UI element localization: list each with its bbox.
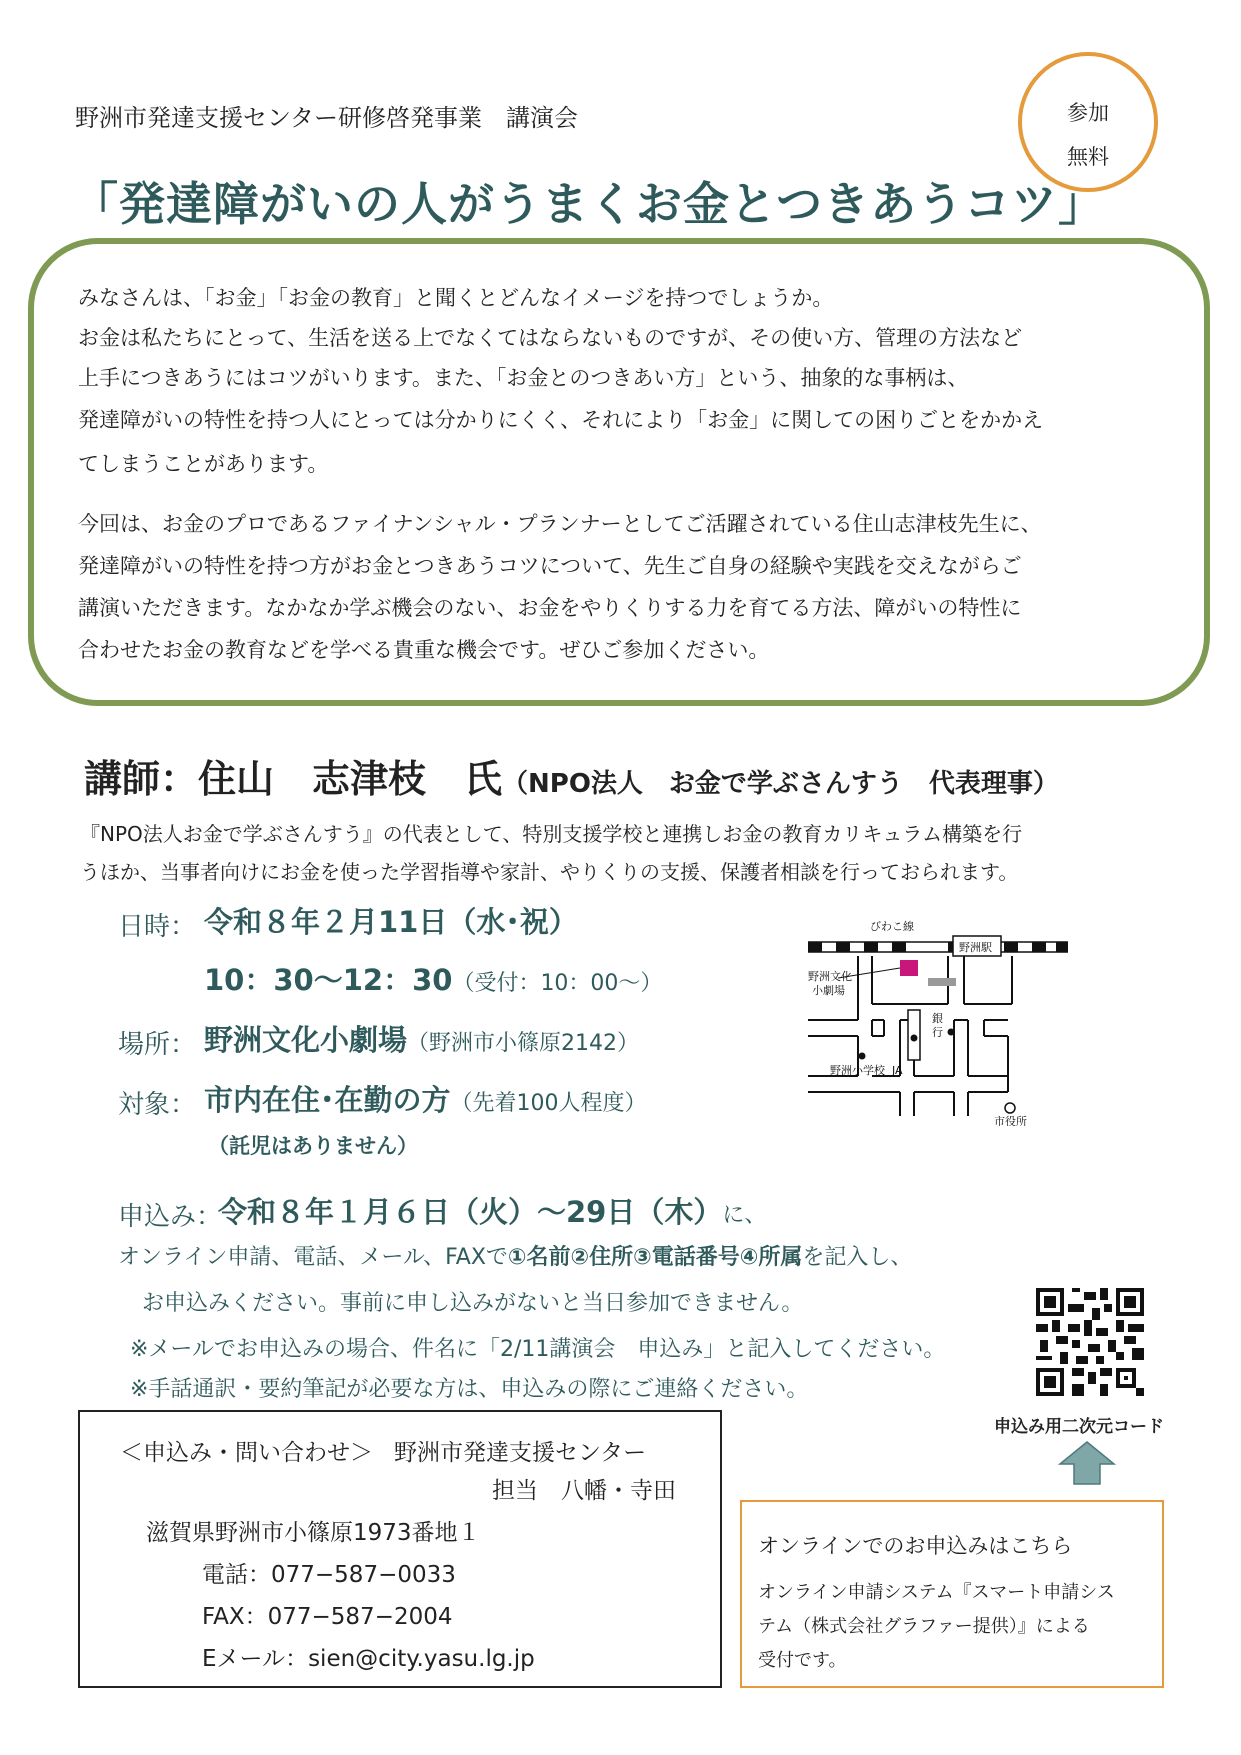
intro-line: てしまうことがあります。 xyxy=(78,452,329,476)
intro-line: お金は私たちにとって、生活を送る上でなくてはならないものですが、その使い方、管理の方法など xyxy=(78,326,1023,350)
speaker-heading xyxy=(84,748,1059,803)
speaker-bio-line: うほか、当事者向けにお金を使った学習指導や家計、やりくりの支援、保護者相談を行っておられます。 xyxy=(80,860,1019,884)
apply-row xyxy=(218,1190,766,1231)
venue-label-1: 野洲文化 xyxy=(808,970,852,983)
badge-free: 無料 xyxy=(1067,145,1109,169)
apply-label: 申込み： xyxy=(118,1202,223,1232)
online-line: テム（株式会社グラファー提供）』による xyxy=(758,1616,1090,1637)
intro-line: 講演いただきます。なかなか学ぶ機会のない、お金をやりくりする力を育てる方法、障がいの特性に xyxy=(78,596,1022,620)
required-fields: ①名前②住所③電話番号④所属 xyxy=(507,1245,803,1270)
apply-methods-text: オンライン申請、電話、メール、FAXで xyxy=(118,1245,508,1270)
childcare-note: （託児はありません） xyxy=(208,1134,418,1158)
school-dot xyxy=(859,1053,866,1060)
date-value: 令和８年２月11日（水･祝） xyxy=(204,905,578,939)
apply-period: 令和８年１月６日（火）〜29日（木） xyxy=(218,1195,723,1229)
bank-label-1: 銀 xyxy=(932,1012,943,1025)
apply-methods xyxy=(118,1240,912,1271)
ja-dot xyxy=(911,1035,918,1042)
badge-participation: 参加 xyxy=(1067,101,1109,125)
speaker-bio-line: 『NPO法人お金で学ぶさんすう』の代表として、特別支援学校と連携しお金の教育カリキュラム構築を行 xyxy=(80,822,1023,846)
school-label: 野洲小学校 xyxy=(830,1064,885,1077)
date-label: 日時： xyxy=(118,912,197,942)
online-box xyxy=(740,1500,1164,1688)
contact-staff: 担当 八幡・寺田 xyxy=(492,1478,676,1504)
place-address: （野洲市小篠原2142） xyxy=(407,1031,640,1056)
time-value: 10：30〜12：30 xyxy=(204,963,453,997)
apply-instruction: お申込みください。事前に申し込みがないと当日参加できません。 xyxy=(142,1291,804,1316)
qr-label: 申込み用二次元コード xyxy=(994,1417,1164,1437)
target-value: 市内在住･在勤の方 xyxy=(204,1083,451,1117)
intro-line: みなさんは、「お金」「お金の教育」と聞くとどんなイメージを持つでしょうか。 xyxy=(78,286,834,310)
place-label: 場所： xyxy=(118,1030,197,1060)
intro-line: 今回は、お金のプロであるファイナンシャル・プランナーとしてご活躍されている住山志津枝先生に、 xyxy=(78,512,1042,536)
contact-email[interactable]: Eメール：sien@city.yasu.lg.jp xyxy=(202,1646,535,1672)
place-row xyxy=(204,1018,639,1059)
contact-heading: ＜申込み・問い合わせ＞ xyxy=(120,1440,373,1466)
intro-line: 上手につきあうにはコツがいります。また、「お金とのつきあい方」という、抽象的な事柄は、 xyxy=(78,366,969,390)
online-line: 受付です。 xyxy=(758,1650,847,1671)
building-block xyxy=(928,978,956,986)
railway-label: びわこ線 xyxy=(870,920,914,933)
venue-map xyxy=(808,916,1068,1126)
city-hall-label: 市役所 xyxy=(994,1115,1027,1126)
qr-code[interactable] xyxy=(1036,1288,1144,1396)
bank-dot xyxy=(948,1029,955,1036)
online-line: オンライン申請システム『スマート申請シス xyxy=(758,1582,1115,1603)
intro-line: 発達障がいの特性を持つ方がお金とつきあうコツについて、先生ご自身の経験や実践を交えながらご xyxy=(78,554,1022,578)
interpreter-note: ※手話通訳・要約筆記が必要な方は、申込みの際にご連絡ください。 xyxy=(130,1377,809,1402)
contact-fax: FAX：077−587−2004 xyxy=(202,1604,453,1630)
venue-label-2: 小劇場 xyxy=(812,984,845,997)
speaker-affiliation: （NPO法人 お金で学ぶさんすう 代表理事） xyxy=(502,769,1059,799)
time-row xyxy=(204,958,662,999)
contact-tel[interactable]: 電話：077−587−0033 xyxy=(202,1562,456,1588)
email-note: ※メールでお申込みの場合、件名に「2/11講演会 申込み」と記入してください。 xyxy=(130,1337,946,1362)
contact-box xyxy=(78,1410,722,1688)
venue-marker xyxy=(900,960,918,976)
contact-address: 滋賀県野洲市小篠原1973番地１ xyxy=(146,1520,481,1546)
organizer-line: 野洲市発達支援センター研修啓発事業 講演会 xyxy=(75,104,579,132)
target-capacity: （先着100人程度） xyxy=(450,1091,647,1116)
apply-methods-suffix: を記入し、 xyxy=(802,1245,913,1270)
up-arrow-icon xyxy=(1058,1440,1116,1486)
contact-center: 野洲市発達支援センター xyxy=(394,1440,647,1466)
place-value: 野洲文化小劇場 xyxy=(204,1023,408,1057)
ja-label: JA xyxy=(892,1064,903,1077)
city-hall-dot xyxy=(1005,1103,1015,1113)
reception-time: （受付：10：00〜） xyxy=(452,971,663,996)
online-heading: オンラインでのお申込みはこちら xyxy=(758,1534,1073,1558)
apply-suffix: に、 xyxy=(722,1203,767,1228)
bank-label-2: 行 xyxy=(932,1026,943,1039)
intro-line: 発達障がいの特性を持つ人にとっては分かりにくく、それにより「お金」に関しての困りごとをかかえ xyxy=(78,408,1044,432)
free-badge xyxy=(1018,52,1158,192)
speaker-name: 講師：住山 志津枝 氏 xyxy=(84,757,503,801)
station-label: 野洲駅 xyxy=(959,941,992,954)
target-row xyxy=(204,1078,647,1119)
target-label: 対象： xyxy=(118,1090,197,1120)
event-title: 「発達障がいの人がうまくお金とつきあうコツ」 xyxy=(72,177,1106,231)
intro-line: 合わせたお金の教育などを学べる貴重な機会です。ぜひご参加ください。 xyxy=(78,638,770,662)
